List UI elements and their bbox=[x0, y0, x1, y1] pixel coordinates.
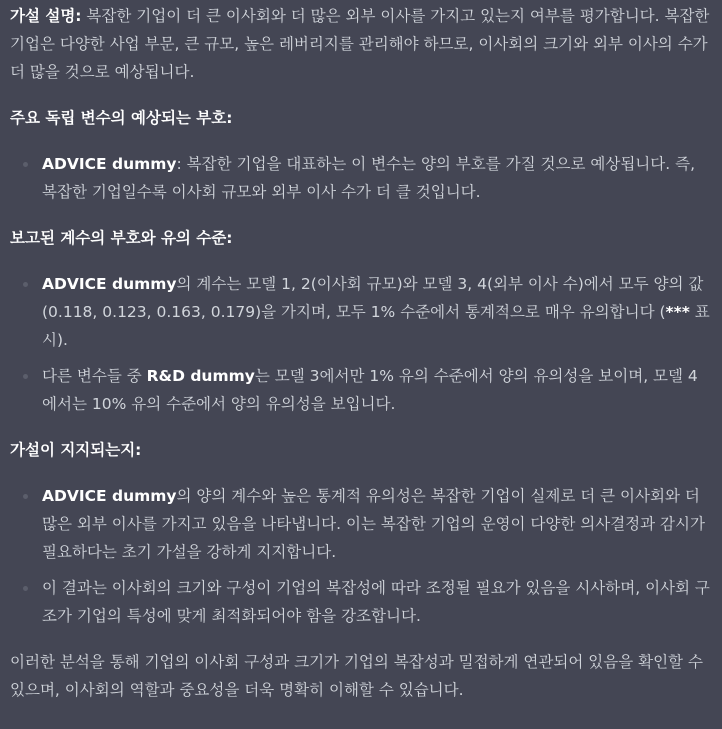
hypothesis-text: 복잡한 기업이 더 큰 이사회와 더 많은 외부 이사를 가지고 있는지 여부를 평가합니다. 복잡한 기업은 다양한 사업 부문, 큰 규모, 높은 레버리지를 관리해야 하므로, 이사회의 크기와 외부 이사의 수가 더 많을 것으로 예상됩니다. bbox=[10, 7, 710, 81]
variable-name: ADVICE dummy bbox=[42, 275, 177, 293]
list-item-text: 이 결과는 이사회의 크기와 구성이 기업의 복잡성에 따라 조정될 필요가 있음을 시사하며, 이사회 구조가 기업의 특성에 맞게 최적화되어야 함을 강조합니다. bbox=[42, 579, 710, 625]
variable-name: ADVICE dummy bbox=[42, 487, 177, 505]
conclusion-paragraph: 이러한 분석을 통해 기업의 이사회 구성과 크기가 기업의 복잡성과 밀접하게 연관되어 있음을 확인할 수 있으며, 이사회의 역할과 중요성을 더욱 명확히 이해할 수 있습니다. bbox=[10, 653, 703, 699]
section-heading-reported-coefficients: 보고된 계수의 부호와 유의 수준: bbox=[10, 229, 233, 247]
list-item-text: 는 모델 3에서만 1% 유의 수준에서 양의 유의성을 보이며, 모델 4에서는 10% 유의 수준에서 양의 유의성을 보입니다. bbox=[42, 367, 698, 413]
hypothesis-label: 가설 설명: bbox=[10, 7, 82, 25]
list-item-text: 다른 변수들 중 bbox=[42, 367, 147, 385]
list-item bbox=[10, 270, 712, 354]
list-item bbox=[10, 482, 712, 566]
list-item-text: : 복잡한 기업을 대표하는 이 변수는 양의 부호를 가질 것으로 예상됩니다. 즉, 복잡한 기업일수록 이사회 규모와 외부 이사 수가 더 클 것입니다. bbox=[42, 155, 695, 201]
list-item bbox=[10, 574, 712, 630]
section-heading-expected-sign: 주요 독립 변수의 예상되는 부호: bbox=[10, 109, 233, 127]
support-list bbox=[10, 482, 712, 630]
list-item-text: 의 계수는 모델 1, 2(이사회 규모)와 모델 3, 4(외부 이사 수)에서 모두 양의 값(0.118, 0.123, 0.163, 0.179)을 가지며, 모두 1% 수준에서 통계적으로 매우 유의합니다 ( bbox=[42, 275, 704, 321]
hypothesis-paragraph bbox=[10, 2, 712, 86]
list-item bbox=[10, 362, 712, 418]
expected-sign-list bbox=[10, 150, 712, 206]
significance-stars: *** bbox=[665, 303, 690, 321]
coefficient-list bbox=[10, 270, 712, 418]
list-item bbox=[10, 150, 712, 206]
section-heading-hypothesis-supported: 가설이 지지되는지: bbox=[10, 441, 142, 459]
variable-name: ADVICE dummy bbox=[42, 155, 177, 173]
list-item-text: 의 양의 계수와 높은 통계적 유의성은 복잡한 기업이 실제로 더 큰 이사회와 더 많은 외부 이사를 가지고 있음을 나타냅니다. 이는 복잡한 기업의 운영이 다양한 의사결정과 감시가 필요하다는 초기 가설을 강하게 지지합니다. bbox=[42, 487, 705, 561]
list-item-text: 표시). bbox=[42, 303, 710, 349]
assistant-message bbox=[0, 2, 722, 704]
variable-name: R&D dummy bbox=[146, 367, 255, 385]
